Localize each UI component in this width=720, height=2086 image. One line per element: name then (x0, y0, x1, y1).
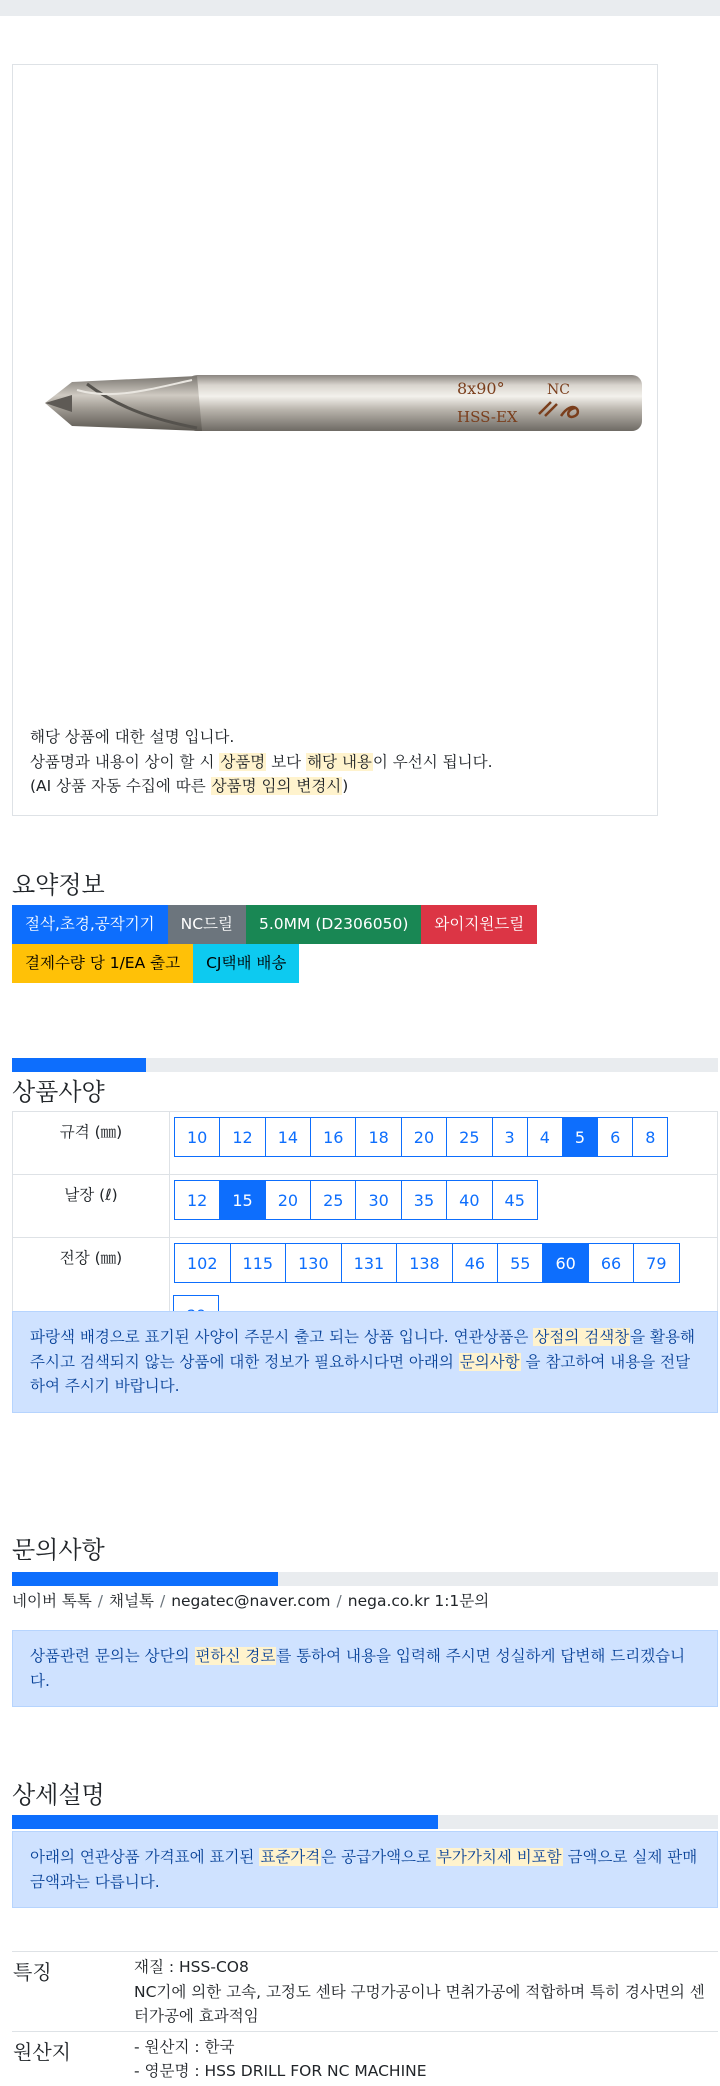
spec-options-cell (170, 1112, 718, 1175)
spec-option[interactable]: 130 (285, 1243, 342, 1283)
feature-line: 재질 : HSS-CO8 (134, 1958, 249, 1976)
channel-talk-link[interactable]: 채널톡 (109, 1592, 154, 1610)
feature-row (12, 2031, 718, 2086)
spec-option[interactable]: 25 (446, 1117, 492, 1157)
badge-type: NC드릴 (168, 905, 246, 944)
product-image (27, 350, 649, 460)
specs-progress (12, 1058, 718, 1072)
feature-value (134, 2031, 718, 2086)
highlight-standard-price: 표준가격 (260, 1848, 321, 1866)
feature-key: 원산지 (12, 2031, 134, 2086)
highlight-inquiry: 문의사항 (459, 1352, 520, 1371)
notice-text: 을 활용해 주시고 검색되지 않는 상품에 대한 정보가 필요하시다면 아래의 (30, 1328, 695, 1371)
spec-option[interactable]: 138 (396, 1243, 453, 1283)
badge-size-code: 5.0MM (D2306050) (246, 905, 421, 944)
feature-row (12, 1952, 718, 2032)
spec-option[interactable]: 35 (401, 1180, 447, 1220)
spec-option[interactable]: 45 (492, 1180, 538, 1220)
summary-badges (12, 905, 552, 983)
notice-text: 을 참고하여 내용을 전달하여 주시기 바랍니다. (30, 1352, 691, 1395)
desc-text: 보다 (266, 752, 307, 771)
spec-option[interactable]: 25 (310, 1180, 356, 1220)
badge-delivery: CJ택배 배송 (193, 944, 299, 983)
badge-shipping-quantity: 결제수량 당 1/EA 출고 (12, 944, 193, 983)
spec-option[interactable]: 55 (497, 1243, 543, 1283)
product-image-card (12, 64, 658, 816)
spec-option[interactable]: 66 (588, 1243, 634, 1283)
spec-option[interactable]: 6 (597, 1117, 633, 1157)
desc-line-3 (30, 774, 493, 799)
spec-row-flute-length (13, 1175, 718, 1238)
detail-progress (12, 1815, 718, 1829)
inquiry-notice (12, 1630, 718, 1707)
feature-line: - 원산지 : 한국 (134, 2037, 235, 2056)
desc-line-2 (30, 750, 493, 775)
spec-option[interactable]: 10 (174, 1117, 220, 1157)
summary-title: 요약정보 (12, 871, 105, 899)
spec-options (174, 1180, 717, 1232)
spec-option[interactable]: 8 (632, 1117, 668, 1157)
spec-label: 전장 (㎜) (13, 1238, 170, 1353)
specs-progress-fill (12, 1058, 146, 1072)
notice-text: 를 통하여 내용을 입력해 주시면 성실하게 답변해 드리겠습니다. (30, 1647, 686, 1690)
spec-option[interactable]: 18 (355, 1117, 401, 1157)
spec-option[interactable]: 20 (401, 1117, 447, 1157)
spec-options-cell (170, 1175, 718, 1238)
highlight-route: 편하신 경로 (195, 1647, 276, 1665)
detail-progress-fill (12, 1815, 438, 1829)
notice-text: 상품관련 문의는 상단의 (30, 1647, 195, 1665)
notice-text: 파랑색 배경으로 표기된 사양이 주문시 출고 되는 상품 입니다. 연관상품은 (30, 1328, 534, 1346)
highlight-content: 해당 내용 (307, 752, 372, 771)
inquiry-title: 문의사항 (12, 1536, 105, 1564)
contact-channels (12, 1589, 489, 1611)
spec-option[interactable]: 115 (230, 1243, 287, 1283)
spec-option[interactable]: 102 (174, 1243, 231, 1283)
spec-row-size (13, 1112, 718, 1175)
highlight-search: 상점의 검색창 (534, 1328, 630, 1346)
spec-option[interactable]: 12 (174, 1180, 220, 1220)
inquiry-progress (12, 1572, 718, 1586)
spec-option[interactable]: 5 (562, 1117, 598, 1157)
spec-options (174, 1117, 717, 1169)
specs-notice (12, 1311, 718, 1413)
specs-title: 상품사양 (12, 1078, 105, 1106)
spec-option[interactable]: 46 (452, 1243, 498, 1283)
highlight-product-name: 상품명 (220, 752, 266, 771)
feature-line: - 영문명 : HSS DRILL FOR NC MACHINE (134, 2062, 427, 2080)
spec-option[interactable]: 40 (446, 1180, 492, 1220)
notice-text: 은 공급가액으로 (321, 1848, 436, 1866)
features-table (12, 1951, 718, 2086)
feature-value (134, 1952, 718, 2032)
desc-text: ) (342, 777, 349, 795)
engraving-nc: NC (547, 382, 570, 398)
spec-option[interactable]: 60 (542, 1243, 588, 1283)
notice-text: 아래의 연관상품 가격표에 표기된 (30, 1848, 260, 1866)
highlight-name-change: 상품명 임의 변경시 (211, 777, 342, 795)
spec-option[interactable]: 79 (633, 1243, 679, 1283)
detail-title: 상세설명 (12, 1781, 105, 1809)
spec-option[interactable]: 16 (310, 1117, 356, 1157)
engraving-material: HSS-EX (457, 408, 518, 426)
separator: / (336, 1592, 342, 1610)
image-description (30, 725, 493, 799)
notice-text: 금액으로 실제 판매금액과는 다릅니다. (30, 1848, 698, 1891)
top-bar (0, 0, 720, 16)
badge-brand: 와이지원드릴 (421, 905, 537, 944)
feature-line: NC기에 의한 고속, 고정도 센타 구멍가공이나 면취가공에 적합하며 특히 경사면의 센터가공에 효과적임 (134, 1982, 705, 2025)
detail-notice (12, 1831, 718, 1908)
desc-text: (AI 상품 자동 수집에 따른 (30, 777, 211, 795)
desc-text: 상품명과 내용이 상이 할 시 (30, 752, 220, 771)
spec-option[interactable]: 20 (265, 1180, 311, 1220)
spec-option[interactable]: 15 (219, 1180, 265, 1220)
separator: / (97, 1592, 104, 1610)
feature-key: 특징 (12, 1952, 134, 2032)
spec-option[interactable]: 12 (219, 1117, 265, 1157)
spec-option[interactable]: 4 (527, 1117, 563, 1157)
separator: / (159, 1592, 166, 1610)
spec-option[interactable]: 131 (341, 1243, 398, 1283)
spec-option[interactable]: 30 (355, 1180, 401, 1220)
website-inquiry-link[interactable]: nega.co.kr 1:1문의 (347, 1592, 490, 1610)
spec-option[interactable]: 14 (265, 1117, 311, 1157)
spec-option[interactable]: 3 (492, 1117, 528, 1157)
spec-label: 날장 (ℓ) (13, 1175, 170, 1238)
engraving-size: 8x90° (457, 379, 505, 398)
spec-label: 규격 (㎜) (13, 1112, 170, 1175)
email-link[interactable]: negatec@naver.com (171, 1592, 331, 1610)
badge-category: 절삭,초경,공작기기 (12, 905, 168, 944)
desc-text: 이 우선시 됩니다. (372, 752, 493, 771)
highlight-vat: 부가가치세 비포함 (436, 1848, 562, 1866)
desc-line-1: 해당 상품에 대한 설명 입니다. (30, 728, 235, 746)
inquiry-progress-fill (12, 1572, 278, 1586)
naver-talk-link[interactable]: 네이버 톡톡 (12, 1592, 92, 1610)
